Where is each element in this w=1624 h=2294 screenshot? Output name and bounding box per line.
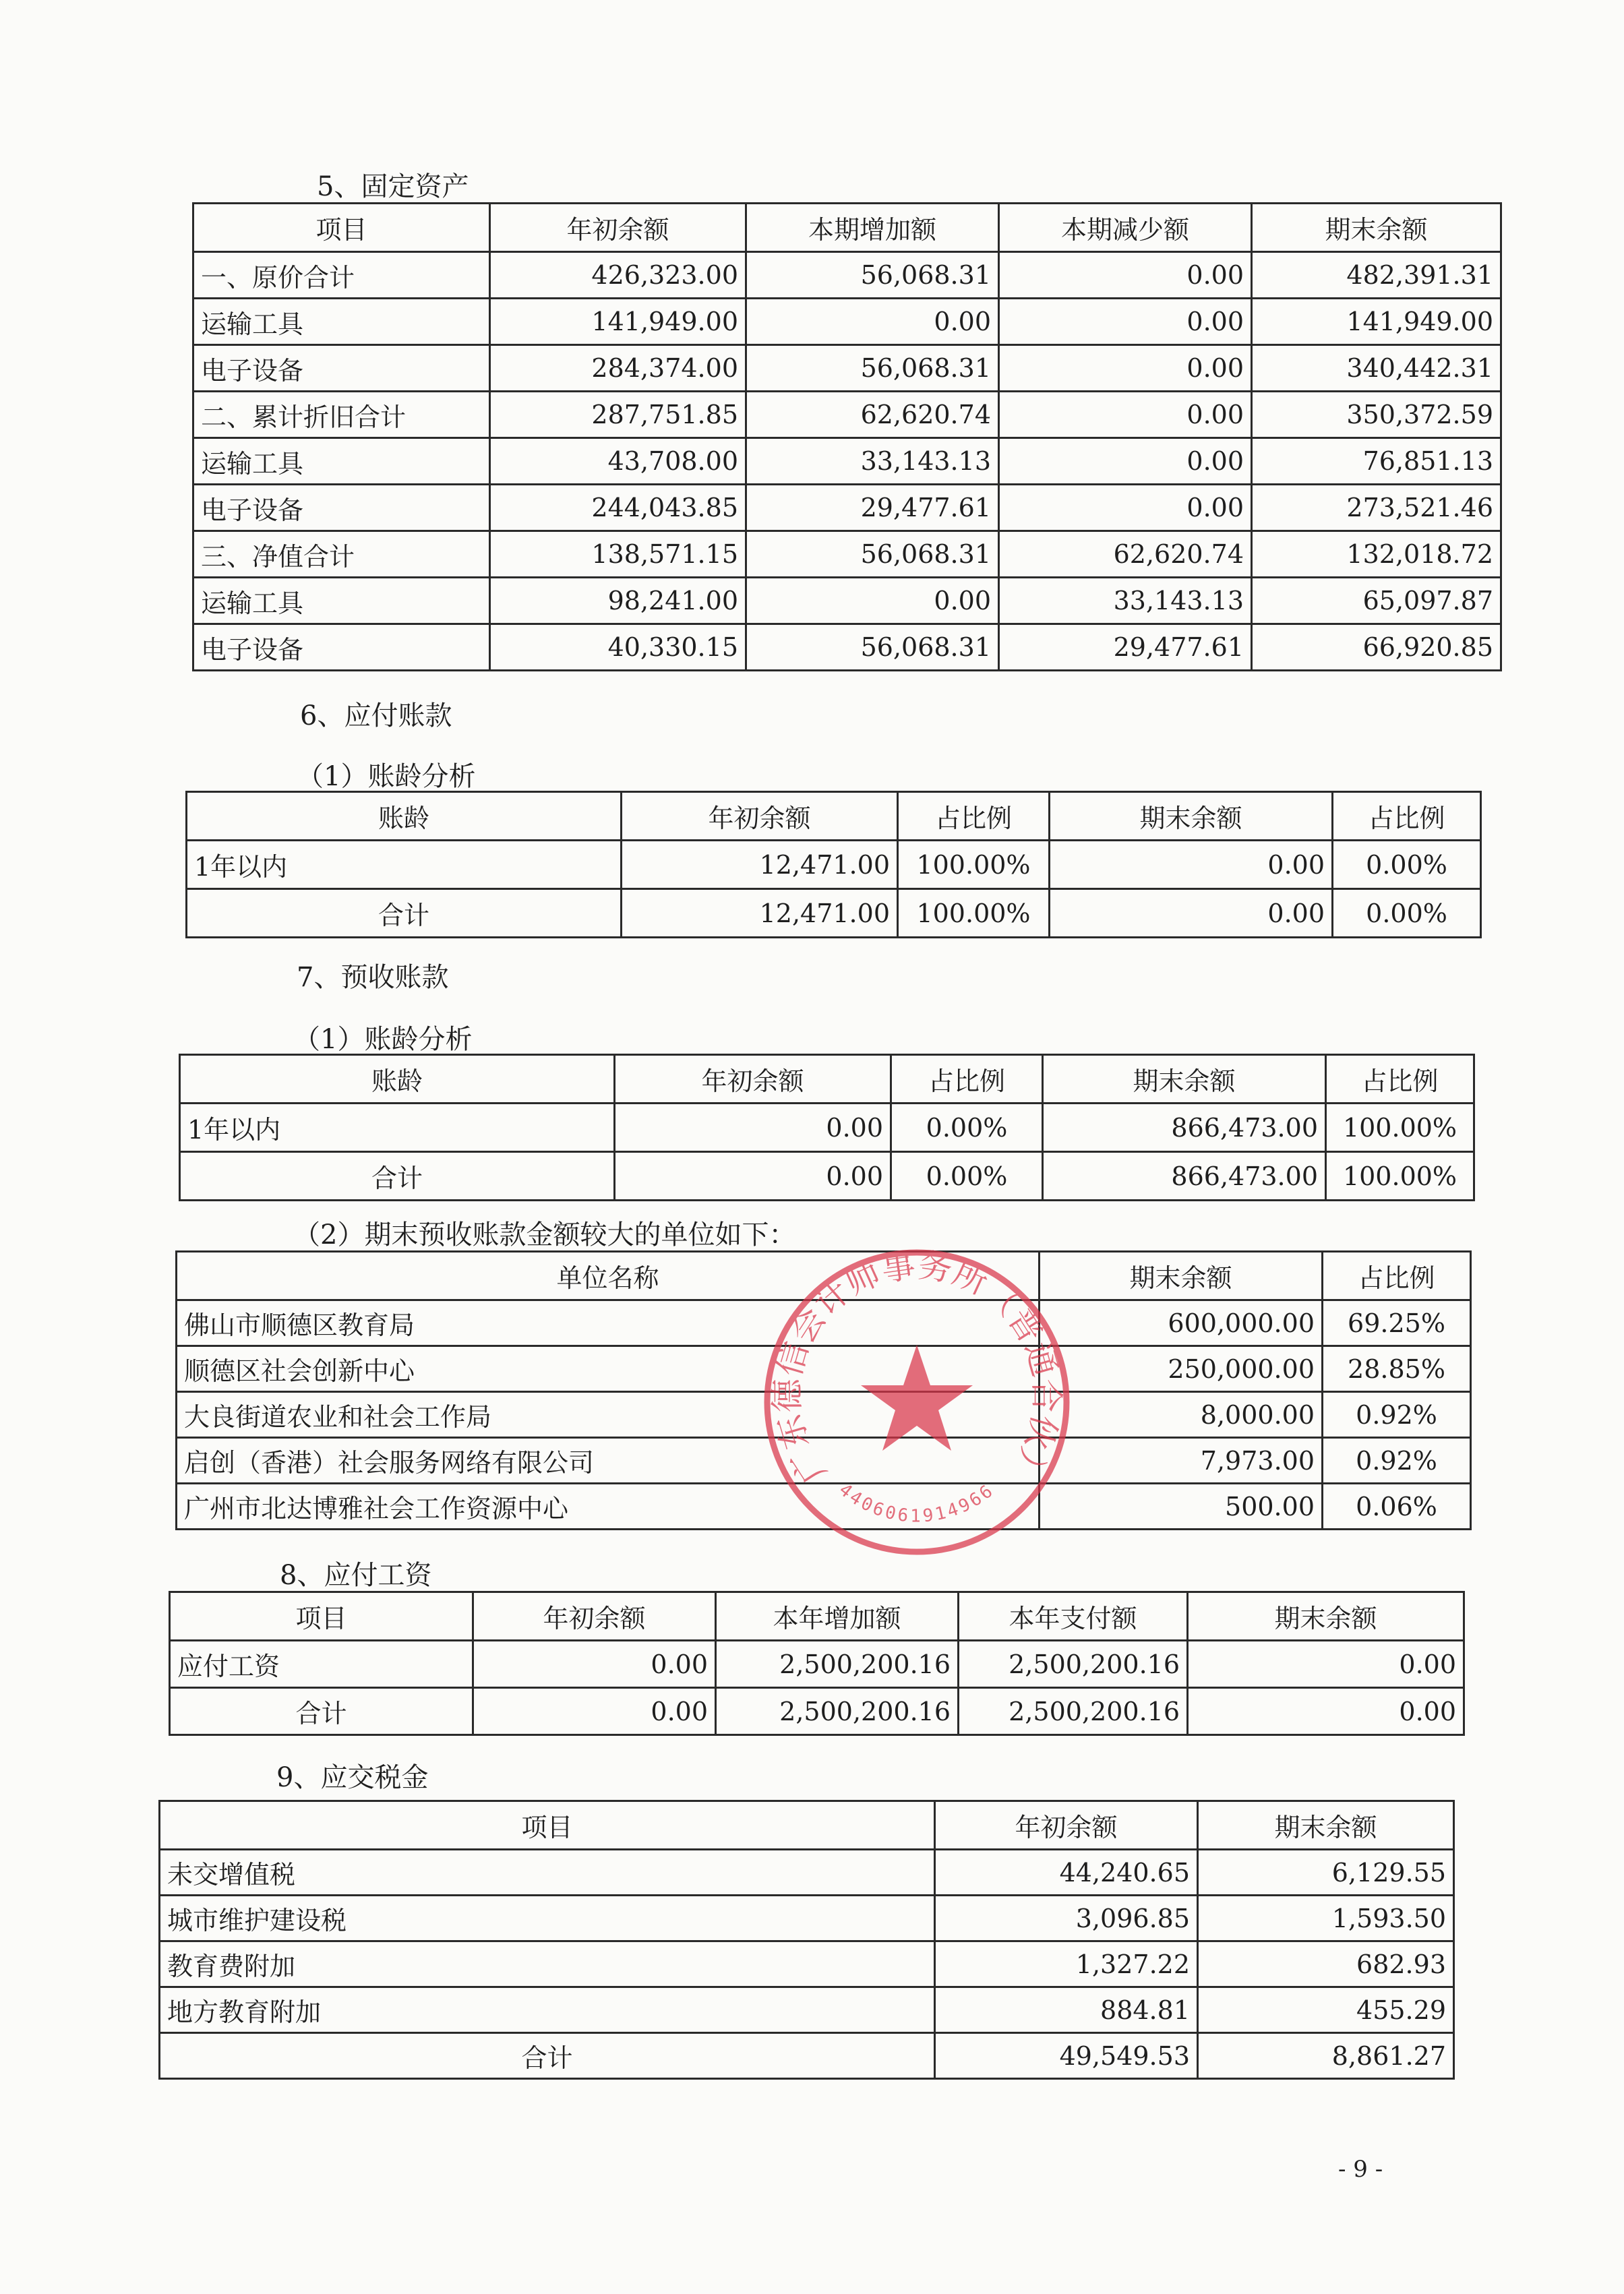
table-row	[193, 485, 1501, 531]
item-cell: 城市维护建设税	[160, 1896, 935, 1941]
header-cell: 本期减少额	[999, 204, 1252, 252]
table-row	[160, 2033, 1454, 2079]
table-row	[170, 1641, 1464, 1688]
item-cell: 启创（香港）社会服务网络有限公司	[177, 1438, 1040, 1484]
header-cell: 占比例	[891, 1055, 1043, 1104]
advance-receipts-table	[179, 1054, 1475, 1201]
value-cell: 0.00	[1050, 841, 1333, 889]
value-cell: 244,043.85	[490, 485, 746, 531]
value-cell: 132,018.72	[1252, 531, 1501, 578]
header-cell: 期末余额	[1040, 1252, 1323, 1300]
header-cell: 占比例	[898, 792, 1050, 841]
value-cell: 0.00	[999, 299, 1252, 345]
value-cell: 7,973.00	[1040, 1438, 1323, 1484]
value-cell: 43,708.00	[490, 438, 746, 485]
value-cell: 0.00	[999, 392, 1252, 438]
value-cell: 56,068.31	[746, 624, 999, 671]
value-cell: 33,143.13	[999, 578, 1252, 624]
header-cell: 本年增加额	[716, 1592, 959, 1641]
section-5-title: 5、固定资产	[317, 171, 469, 202]
header-cell: 占比例	[1323, 1252, 1471, 1300]
value-cell: 426,323.00	[490, 252, 746, 299]
table-row	[187, 841, 1481, 889]
value-cell: 250,000.00	[1040, 1346, 1323, 1392]
section-9-title: 9、应交税金	[276, 1762, 429, 1793]
table-row	[170, 1688, 1464, 1735]
item-cell: 运输工具	[193, 299, 490, 345]
header-cell: 项目	[160, 1801, 935, 1850]
value-cell: 455.29	[1198, 1987, 1454, 2033]
value-cell: 100.00%	[1326, 1104, 1474, 1152]
value-cell: 69.25%	[1323, 1300, 1471, 1346]
header-cell: 本期增加额	[746, 204, 999, 252]
table-header-row	[160, 1801, 1454, 1850]
value-cell: 0.00%	[1333, 889, 1481, 938]
table-row	[193, 438, 1501, 485]
value-cell: 8,861.27	[1198, 2033, 1454, 2079]
item-cell: 合计	[160, 2033, 935, 2079]
value-cell: 0.06%	[1323, 1484, 1471, 1530]
value-cell: 0.92%	[1323, 1392, 1471, 1438]
value-cell: 29,477.61	[746, 485, 999, 531]
header-cell: 年初余额	[935, 1801, 1198, 1850]
value-cell: 12,471.00	[622, 841, 898, 889]
value-cell: 3,096.85	[935, 1896, 1198, 1941]
value-cell: 866,473.00	[1043, 1152, 1326, 1201]
value-cell: 350,372.59	[1252, 392, 1501, 438]
value-cell: 884.81	[935, 1987, 1198, 2033]
value-cell: 0.00	[1188, 1688, 1464, 1735]
item-cell: 电子设备	[193, 485, 490, 531]
value-cell: 0.00	[1050, 889, 1333, 938]
value-cell: 29,477.61	[999, 624, 1252, 671]
item-cell: 运输工具	[193, 438, 490, 485]
value-cell: 56,068.31	[746, 252, 999, 299]
table-row	[193, 345, 1501, 392]
value-cell: 0.00	[746, 578, 999, 624]
value-cell: 0.00	[999, 438, 1252, 485]
item-cell: 电子设备	[193, 345, 490, 392]
table-header-row	[170, 1592, 1464, 1641]
value-cell: 76,851.13	[1252, 438, 1501, 485]
value-cell: 482,391.31	[1252, 252, 1501, 299]
table-row	[193, 299, 1501, 345]
value-cell: 0.00	[746, 299, 999, 345]
section-7-title: 7、预收账款	[297, 962, 449, 993]
item-cell: 广州市北达博雅社会工作资源中心	[177, 1484, 1040, 1530]
item-cell: 二、累计折旧合计	[193, 392, 490, 438]
taxes-payable-table	[158, 1800, 1455, 2080]
seal-star-icon	[861, 1345, 973, 1451]
item-cell: 合计	[180, 1152, 615, 1201]
value-cell: 0.00%	[891, 1152, 1043, 1201]
value-cell: 0.00	[1188, 1641, 1464, 1688]
value-cell: 2,500,200.16	[716, 1688, 959, 1735]
value-cell: 0.00%	[891, 1104, 1043, 1152]
value-cell: 284,374.00	[490, 345, 746, 392]
table-row	[180, 1104, 1474, 1152]
value-cell: 1,327.22	[935, 1941, 1198, 1987]
section-7-subtitle: （1）账龄分析	[293, 1024, 473, 1055]
table-row	[193, 578, 1501, 624]
value-cell: 98,241.00	[490, 578, 746, 624]
value-cell: 0.00	[615, 1152, 891, 1201]
table-header-row	[193, 204, 1501, 252]
value-cell: 500.00	[1040, 1484, 1323, 1530]
header-cell: 年初余额	[622, 792, 898, 841]
value-cell: 682.93	[1198, 1941, 1454, 1987]
header-cell: 年初余额	[490, 204, 746, 252]
value-cell: 866,473.00	[1043, 1104, 1326, 1152]
item-cell: 应付工资	[170, 1641, 473, 1688]
header-cell: 占比例	[1333, 792, 1481, 841]
table-row	[193, 252, 1501, 299]
seal-ring-text: 广东德信会计师事务所（普通合伙）	[767, 1245, 1066, 1490]
header-cell: 期末余额	[1252, 204, 1501, 252]
table-row	[160, 1987, 1454, 2033]
value-cell: 2,500,200.16	[959, 1688, 1188, 1735]
company-seal-stamp	[758, 1244, 1075, 1561]
header-cell: 账龄	[180, 1055, 615, 1104]
value-cell: 56,068.31	[746, 345, 999, 392]
value-cell: 62,620.74	[746, 392, 999, 438]
value-cell: 66,920.85	[1252, 624, 1501, 671]
header-cell: 单位名称	[177, 1252, 1040, 1300]
item-cell: 运输工具	[193, 578, 490, 624]
table-row	[160, 1896, 1454, 1941]
value-cell: 141,949.00	[1252, 299, 1501, 345]
value-cell: 141,949.00	[490, 299, 746, 345]
header-cell: 本年支付额	[959, 1592, 1188, 1641]
fixed-assets-table	[192, 202, 1502, 671]
value-cell: 0.00	[999, 345, 1252, 392]
value-cell: 28.85%	[1323, 1346, 1471, 1392]
item-cell: 合计	[187, 889, 622, 938]
item-cell: 一、原价合计	[193, 252, 490, 299]
value-cell: 2,500,200.16	[959, 1641, 1188, 1688]
section-7-subtitle-2: （2）期末预收账款金额较大的单位如下：	[293, 1219, 796, 1250]
header-cell: 占比例	[1326, 1055, 1474, 1104]
value-cell: 0.00	[999, 485, 1252, 531]
value-cell: 0.00%	[1333, 841, 1481, 889]
value-cell: 0.92%	[1323, 1438, 1471, 1484]
value-cell: 12,471.00	[622, 889, 898, 938]
item-cell: 合计	[170, 1688, 473, 1735]
seal-code-text: 4406061914966	[835, 1480, 999, 1527]
value-cell: 0.00	[615, 1104, 891, 1152]
value-cell: 340,442.31	[1252, 345, 1501, 392]
item-cell: 电子设备	[193, 624, 490, 671]
header-cell: 账龄	[187, 792, 622, 841]
table-row	[187, 889, 1481, 938]
item-cell: 未交增值税	[160, 1850, 935, 1896]
value-cell: 0.00	[473, 1641, 716, 1688]
value-cell: 273,521.46	[1252, 485, 1501, 531]
header-cell: 项目	[170, 1592, 473, 1641]
value-cell: 2,500,200.16	[716, 1641, 959, 1688]
value-cell: 56,068.31	[746, 531, 999, 578]
item-cell: 1年以内	[187, 841, 622, 889]
value-cell: 287,751.85	[490, 392, 746, 438]
header-cell: 期末余额	[1198, 1801, 1454, 1850]
value-cell: 600,000.00	[1040, 1300, 1323, 1346]
item-cell: 1年以内	[180, 1104, 615, 1152]
table-row	[180, 1152, 1474, 1201]
value-cell: 40,330.15	[490, 624, 746, 671]
header-cell: 期末余额	[1188, 1592, 1464, 1641]
table-row	[193, 624, 1501, 671]
item-cell: 大良街道农业和社会工作局	[177, 1392, 1040, 1438]
value-cell: 6,129.55	[1198, 1850, 1454, 1896]
table-row	[160, 1850, 1454, 1896]
value-cell: 49,549.53	[935, 2033, 1198, 2079]
table-row	[160, 1941, 1454, 1987]
value-cell: 44,240.65	[935, 1850, 1198, 1896]
value-cell: 138,571.15	[490, 531, 746, 578]
item-cell: 教育费附加	[160, 1941, 935, 1987]
value-cell: 100.00%	[1326, 1152, 1474, 1201]
value-cell: 62,620.74	[999, 531, 1252, 578]
table-header-row	[180, 1055, 1474, 1104]
value-cell: 100.00%	[898, 841, 1050, 889]
item-cell: 顺德区社会创新中心	[177, 1346, 1040, 1392]
header-cell: 期末余额	[1043, 1055, 1326, 1104]
value-cell: 0.00	[999, 252, 1252, 299]
value-cell: 65,097.87	[1252, 578, 1501, 624]
page-number: - 9 -	[1338, 2156, 1383, 2183]
accounts-payable-table	[185, 791, 1482, 938]
table-row	[193, 531, 1501, 578]
header-cell: 项目	[193, 204, 490, 252]
value-cell: 0.00	[473, 1688, 716, 1735]
item-cell: 地方教育附加	[160, 1987, 935, 2033]
item-cell: 佛山市顺德区教育局	[177, 1300, 1040, 1346]
header-cell: 期末余额	[1050, 792, 1333, 841]
header-cell: 年初余额	[615, 1055, 891, 1104]
value-cell: 33,143.13	[746, 438, 999, 485]
item-cell: 三、净值合计	[193, 531, 490, 578]
value-cell: 8,000.00	[1040, 1392, 1323, 1438]
section-8-title: 8、应付工资	[280, 1560, 432, 1591]
section-6-title: 6、应付账款	[300, 700, 452, 731]
header-cell: 年初余额	[473, 1592, 716, 1641]
value-cell: 100.00%	[898, 889, 1050, 938]
table-row	[193, 392, 1501, 438]
value-cell: 1,593.50	[1198, 1896, 1454, 1941]
wages-payable-table	[169, 1591, 1465, 1736]
section-6-subtitle: （1）账龄分析	[297, 761, 476, 792]
table-header-row	[187, 792, 1481, 841]
